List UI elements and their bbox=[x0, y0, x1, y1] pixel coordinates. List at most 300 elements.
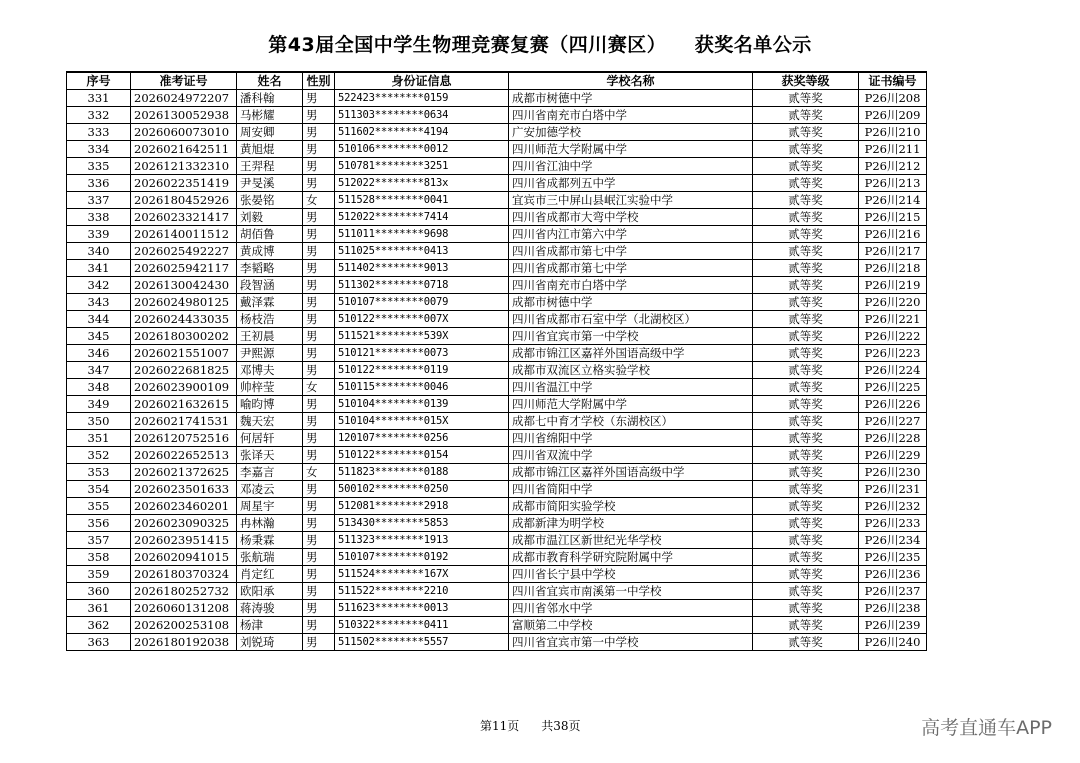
cell-name: 王羿程 bbox=[237, 158, 303, 175]
cell-id-card: 510781********3251 bbox=[335, 158, 509, 175]
watermark: 高考直通车APP bbox=[921, 717, 1052, 739]
cell-id-card: 500102********0250 bbox=[335, 481, 509, 498]
cell-id-card: 510107********0192 bbox=[335, 549, 509, 566]
cell-certificate: P26川216 bbox=[859, 226, 927, 243]
cell-school: 四川省南充市白塔中学 bbox=[509, 107, 753, 124]
cell-school: 四川省成都市第七中学 bbox=[509, 260, 753, 277]
cell-name: 刘毅 bbox=[237, 209, 303, 226]
table-row bbox=[67, 158, 927, 175]
cell-exam-id: 2026200253108 bbox=[131, 617, 237, 634]
cell-name: 杨津 bbox=[237, 617, 303, 634]
cell-school: 四川省成都市石室中学（北湖校区） bbox=[509, 311, 753, 328]
cell-name: 马彬耀 bbox=[237, 107, 303, 124]
table-row bbox=[67, 124, 927, 141]
cell-award: 贰等奖 bbox=[753, 430, 859, 447]
cell-gender: 男 bbox=[303, 566, 335, 583]
cell-name: 何居轩 bbox=[237, 430, 303, 447]
page-footer bbox=[480, 717, 603, 734]
cell-award: 贰等奖 bbox=[753, 515, 859, 532]
cell-index: 358 bbox=[67, 549, 131, 566]
cell-certificate: P26川231 bbox=[859, 481, 927, 498]
cell-index: 357 bbox=[67, 532, 131, 549]
cell-index: 362 bbox=[67, 617, 131, 634]
cell-award: 贰等奖 bbox=[753, 90, 859, 107]
cell-award: 贰等奖 bbox=[753, 124, 859, 141]
cell-exam-id: 2026024972207 bbox=[131, 90, 237, 107]
col-header-id-card: 身份证信息 bbox=[335, 72, 509, 90]
table-row bbox=[67, 413, 927, 430]
cell-school: 成都市锦江区嘉祥外国语高级中学 bbox=[509, 345, 753, 362]
cell-school: 四川省宜宾市第一中学校 bbox=[509, 328, 753, 345]
cell-award: 贰等奖 bbox=[753, 583, 859, 600]
cell-name: 张译天 bbox=[237, 447, 303, 464]
cell-exam-id: 2026021372625 bbox=[131, 464, 237, 481]
cell-school: 四川师范大学附属中学 bbox=[509, 396, 753, 413]
cell-certificate: P26川220 bbox=[859, 294, 927, 311]
cell-certificate: P26川221 bbox=[859, 311, 927, 328]
cell-index: 352 bbox=[67, 447, 131, 464]
cell-name: 邓凌云 bbox=[237, 481, 303, 498]
cell-certificate: P26川227 bbox=[859, 413, 927, 430]
cell-exam-id: 2026024980125 bbox=[131, 294, 237, 311]
cell-school: 四川省南充市白塔中学 bbox=[509, 277, 753, 294]
cell-school: 四川省宜宾市南溪第一中学校 bbox=[509, 583, 753, 600]
table-row bbox=[67, 243, 927, 260]
cell-gender: 男 bbox=[303, 498, 335, 515]
cell-id-card: 510322********0411 bbox=[335, 617, 509, 634]
cell-award: 贰等奖 bbox=[753, 413, 859, 430]
cell-gender: 女 bbox=[303, 379, 335, 396]
cell-school: 成都市教育科学研究院附属中学 bbox=[509, 549, 753, 566]
cell-gender: 男 bbox=[303, 260, 335, 277]
table-row bbox=[67, 634, 927, 651]
table-row bbox=[67, 311, 927, 328]
cell-exam-id: 2026180452926 bbox=[131, 192, 237, 209]
cell-name: 张航瑞 bbox=[237, 549, 303, 566]
cell-name: 张晏铭 bbox=[237, 192, 303, 209]
cell-name: 黄成博 bbox=[237, 243, 303, 260]
table-row bbox=[67, 192, 927, 209]
cell-certificate: P26川223 bbox=[859, 345, 927, 362]
cell-school: 四川省成都列五中学 bbox=[509, 175, 753, 192]
cell-id-card: 511303********0634 bbox=[335, 107, 509, 124]
cell-index: 339 bbox=[67, 226, 131, 243]
cell-school: 四川省成都市大弯中学校 bbox=[509, 209, 753, 226]
cell-gender: 男 bbox=[303, 345, 335, 362]
table-row bbox=[67, 481, 927, 498]
cell-exam-id: 2026022652513 bbox=[131, 447, 237, 464]
cell-exam-id: 2026060131208 bbox=[131, 600, 237, 617]
cell-index: 340 bbox=[67, 243, 131, 260]
cell-exam-id: 2026180300202 bbox=[131, 328, 237, 345]
cell-school: 成都市树德中学 bbox=[509, 90, 753, 107]
cell-award: 贰等奖 bbox=[753, 158, 859, 175]
cell-exam-id: 2026021551007 bbox=[131, 345, 237, 362]
table-row bbox=[67, 90, 927, 107]
cell-exam-id: 2026023460201 bbox=[131, 498, 237, 515]
cell-gender: 男 bbox=[303, 413, 335, 430]
cell-exam-id: 2026021632615 bbox=[131, 396, 237, 413]
cell-gender: 男 bbox=[303, 311, 335, 328]
award-table bbox=[66, 71, 927, 651]
cell-name: 黄旭焜 bbox=[237, 141, 303, 158]
table-row bbox=[67, 396, 927, 413]
cell-award: 贰等奖 bbox=[753, 243, 859, 260]
cell-gender: 男 bbox=[303, 549, 335, 566]
cell-id-card: 511025********0413 bbox=[335, 243, 509, 260]
cell-award: 贰等奖 bbox=[753, 362, 859, 379]
table-row bbox=[67, 515, 927, 532]
cell-gender: 男 bbox=[303, 515, 335, 532]
cell-exam-id: 2026022681825 bbox=[131, 362, 237, 379]
cell-id-card: 510104********015X bbox=[335, 413, 509, 430]
cell-name: 冉林瀚 bbox=[237, 515, 303, 532]
cell-award: 贰等奖 bbox=[753, 277, 859, 294]
cell-index: 348 bbox=[67, 379, 131, 396]
cell-gender: 男 bbox=[303, 600, 335, 617]
cell-certificate: P26川219 bbox=[859, 277, 927, 294]
cell-award: 贰等奖 bbox=[753, 532, 859, 549]
table-row bbox=[67, 549, 927, 566]
cell-gender: 女 bbox=[303, 464, 335, 481]
cell-id-card: 510121********0073 bbox=[335, 345, 509, 362]
table-row bbox=[67, 209, 927, 226]
cell-id-card: 510122********007X bbox=[335, 311, 509, 328]
cell-exam-id: 2026023090325 bbox=[131, 515, 237, 532]
cell-certificate: P26川224 bbox=[859, 362, 927, 379]
cell-id-card: 511502********5557 bbox=[335, 634, 509, 651]
cell-exam-id: 2026021642511 bbox=[131, 141, 237, 158]
cell-index: 349 bbox=[67, 396, 131, 413]
cell-gender: 男 bbox=[303, 90, 335, 107]
cell-gender: 男 bbox=[303, 277, 335, 294]
cell-award: 贰等奖 bbox=[753, 192, 859, 209]
cell-school: 成都市锦江区嘉祥外国语高级中学 bbox=[509, 464, 753, 481]
cell-index: 338 bbox=[67, 209, 131, 226]
cell-name: 李韬略 bbox=[237, 260, 303, 277]
cell-award: 贰等奖 bbox=[753, 345, 859, 362]
cell-certificate: P26川225 bbox=[859, 379, 927, 396]
cell-index: 333 bbox=[67, 124, 131, 141]
cell-award: 贰等奖 bbox=[753, 481, 859, 498]
cell-school: 成都市双流区立格实验学校 bbox=[509, 362, 753, 379]
cell-school: 四川省双流中学 bbox=[509, 447, 753, 464]
cell-name: 段智涵 bbox=[237, 277, 303, 294]
cell-id-card: 511524********167X bbox=[335, 566, 509, 583]
cell-exam-id: 2026022351419 bbox=[131, 175, 237, 192]
cell-id-card: 513430********5853 bbox=[335, 515, 509, 532]
cell-award: 贰等奖 bbox=[753, 566, 859, 583]
cell-certificate: P26川228 bbox=[859, 430, 927, 447]
table-row bbox=[67, 566, 927, 583]
cell-index: 344 bbox=[67, 311, 131, 328]
cell-gender: 男 bbox=[303, 141, 335, 158]
cell-index: 355 bbox=[67, 498, 131, 515]
cell-id-card: 511522********2210 bbox=[335, 583, 509, 600]
cell-exam-id: 2026130042430 bbox=[131, 277, 237, 294]
cell-school: 成都市温江区新世纪光华学校 bbox=[509, 532, 753, 549]
col-header-index: 序号 bbox=[67, 72, 131, 90]
table-row bbox=[67, 107, 927, 124]
cell-certificate: P26川235 bbox=[859, 549, 927, 566]
cell-certificate: P26川214 bbox=[859, 192, 927, 209]
table-row bbox=[67, 141, 927, 158]
cell-certificate: P26川239 bbox=[859, 617, 927, 634]
table-row bbox=[67, 583, 927, 600]
cell-exam-id: 2026023321417 bbox=[131, 209, 237, 226]
col-header-award: 获奖等级 bbox=[753, 72, 859, 90]
cell-certificate: P26川217 bbox=[859, 243, 927, 260]
cell-id-card: 511402********9013 bbox=[335, 260, 509, 277]
cell-certificate: P26川229 bbox=[859, 447, 927, 464]
cell-school: 四川师范大学附属中学 bbox=[509, 141, 753, 158]
page-number: 第11页 bbox=[480, 719, 520, 733]
cell-award: 贰等奖 bbox=[753, 634, 859, 651]
cell-gender: 男 bbox=[303, 532, 335, 549]
cell-id-card: 510115********0046 bbox=[335, 379, 509, 396]
cell-index: 350 bbox=[67, 413, 131, 430]
cell-exam-id: 2026025492227 bbox=[131, 243, 237, 260]
cell-award: 贰等奖 bbox=[753, 447, 859, 464]
table-row bbox=[67, 175, 927, 192]
cell-name: 刘锐琦 bbox=[237, 634, 303, 651]
cell-index: 351 bbox=[67, 430, 131, 447]
cell-award: 贰等奖 bbox=[753, 107, 859, 124]
cell-school: 成都市树德中学 bbox=[509, 294, 753, 311]
cell-school: 四川省江油中学 bbox=[509, 158, 753, 175]
cell-certificate: P26川232 bbox=[859, 498, 927, 515]
cell-name: 邓博夫 bbox=[237, 362, 303, 379]
cell-name: 肖定红 bbox=[237, 566, 303, 583]
cell-gender: 女 bbox=[303, 192, 335, 209]
header-row bbox=[67, 72, 927, 90]
table-row bbox=[67, 345, 927, 362]
cell-index: 346 bbox=[67, 345, 131, 362]
cell-id-card: 120107********0256 bbox=[335, 430, 509, 447]
cell-exam-id: 2026060073010 bbox=[131, 124, 237, 141]
cell-id-card: 512081********2918 bbox=[335, 498, 509, 515]
cell-school: 富顺第二中学校 bbox=[509, 617, 753, 634]
table-row bbox=[67, 260, 927, 277]
table-row bbox=[67, 294, 927, 311]
cell-award: 贰等奖 bbox=[753, 141, 859, 158]
cell-name: 周星宇 bbox=[237, 498, 303, 515]
cell-exam-id: 2026130052938 bbox=[131, 107, 237, 124]
cell-id-card: 511302********0718 bbox=[335, 277, 509, 294]
cell-school: 广安加德学校 bbox=[509, 124, 753, 141]
cell-index: 334 bbox=[67, 141, 131, 158]
cell-exam-id: 2026021741531 bbox=[131, 413, 237, 430]
table-row bbox=[67, 532, 927, 549]
cell-school: 成都新津为明学校 bbox=[509, 515, 753, 532]
cell-certificate: P26川222 bbox=[859, 328, 927, 345]
cell-name: 潘科翰 bbox=[237, 90, 303, 107]
cell-gender: 男 bbox=[303, 328, 335, 345]
cell-certificate: P26川240 bbox=[859, 634, 927, 651]
cell-index: 331 bbox=[67, 90, 131, 107]
cell-index: 332 bbox=[67, 107, 131, 124]
cell-certificate: P26川215 bbox=[859, 209, 927, 226]
cell-certificate: P26川209 bbox=[859, 107, 927, 124]
table-row bbox=[67, 328, 927, 345]
cell-exam-id: 2026025942117 bbox=[131, 260, 237, 277]
cell-index: 343 bbox=[67, 294, 131, 311]
col-header-name: 姓名 bbox=[237, 72, 303, 90]
cell-id-card: 510106********0012 bbox=[335, 141, 509, 158]
cell-award: 贰等奖 bbox=[753, 328, 859, 345]
cell-certificate: P26川211 bbox=[859, 141, 927, 158]
cell-award: 贰等奖 bbox=[753, 464, 859, 481]
table-row bbox=[67, 464, 927, 481]
cell-school: 四川省邻水中学 bbox=[509, 600, 753, 617]
col-header-gender: 性别 bbox=[303, 72, 335, 90]
cell-certificate: P26川233 bbox=[859, 515, 927, 532]
cell-index: 336 bbox=[67, 175, 131, 192]
cell-exam-id: 2026121332310 bbox=[131, 158, 237, 175]
page-title: 第43届全国中学生物理竞赛复赛（四川赛区） 获奖名单公示 bbox=[268, 34, 812, 56]
cell-index: 356 bbox=[67, 515, 131, 532]
cell-exam-id: 2026180370324 bbox=[131, 566, 237, 583]
cell-exam-id: 2026180192038 bbox=[131, 634, 237, 651]
cell-award: 贰等奖 bbox=[753, 379, 859, 396]
table-row bbox=[67, 362, 927, 379]
cell-exam-id: 2026024433035 bbox=[131, 311, 237, 328]
cell-id-card: 511323********1913 bbox=[335, 532, 509, 549]
cell-award: 贰等奖 bbox=[753, 260, 859, 277]
cell-certificate: P26川238 bbox=[859, 600, 927, 617]
cell-exam-id: 2026023900109 bbox=[131, 379, 237, 396]
cell-award: 贰等奖 bbox=[753, 311, 859, 328]
cell-gender: 男 bbox=[303, 362, 335, 379]
cell-id-card: 510104********0139 bbox=[335, 396, 509, 413]
cell-school: 四川省成都市第七中学 bbox=[509, 243, 753, 260]
cell-gender: 男 bbox=[303, 209, 335, 226]
col-header-school: 学校名称 bbox=[509, 72, 753, 90]
cell-gender: 男 bbox=[303, 583, 335, 600]
cell-certificate: P26川212 bbox=[859, 158, 927, 175]
cell-index: 353 bbox=[67, 464, 131, 481]
cell-award: 贰等奖 bbox=[753, 175, 859, 192]
cell-gender: 男 bbox=[303, 447, 335, 464]
cell-certificate: P26川237 bbox=[859, 583, 927, 600]
cell-exam-id: 2026023951415 bbox=[131, 532, 237, 549]
cell-award: 贰等奖 bbox=[753, 209, 859, 226]
cell-school: 宜宾市三中屏山县岷江实验中学 bbox=[509, 192, 753, 209]
cell-award: 贰等奖 bbox=[753, 226, 859, 243]
cell-certificate: P26川230 bbox=[859, 464, 927, 481]
cell-gender: 男 bbox=[303, 396, 335, 413]
cell-school: 成都七中育才学校（东湖校区） bbox=[509, 413, 753, 430]
table-row bbox=[67, 447, 927, 464]
cell-name: 帅梓莹 bbox=[237, 379, 303, 396]
cell-id-card: 512022********813x bbox=[335, 175, 509, 192]
cell-school: 成都市简阳实验学校 bbox=[509, 498, 753, 515]
cell-award: 贰等奖 bbox=[753, 600, 859, 617]
cell-school: 四川省温江中学 bbox=[509, 379, 753, 396]
cell-certificate: P26川208 bbox=[859, 90, 927, 107]
cell-index: 363 bbox=[67, 634, 131, 651]
cell-school: 四川省长宁县中学校 bbox=[509, 566, 753, 583]
cell-gender: 男 bbox=[303, 294, 335, 311]
cell-id-card: 512022********7414 bbox=[335, 209, 509, 226]
cell-gender: 男 bbox=[303, 158, 335, 175]
cell-id-card: 511602********4194 bbox=[335, 124, 509, 141]
cell-name: 尹旻溪 bbox=[237, 175, 303, 192]
cell-index: 342 bbox=[67, 277, 131, 294]
cell-name: 周安卿 bbox=[237, 124, 303, 141]
table-row bbox=[67, 277, 927, 294]
table-row bbox=[67, 226, 927, 243]
cell-id-card: 511528********0041 bbox=[335, 192, 509, 209]
cell-name: 戴泽霖 bbox=[237, 294, 303, 311]
cell-index: 361 bbox=[67, 600, 131, 617]
table-row bbox=[67, 498, 927, 515]
cell-id-card: 510122********0154 bbox=[335, 447, 509, 464]
cell-name: 王初晨 bbox=[237, 328, 303, 345]
cell-index: 347 bbox=[67, 362, 131, 379]
cell-gender: 男 bbox=[303, 430, 335, 447]
cell-gender: 男 bbox=[303, 481, 335, 498]
cell-index: 359 bbox=[67, 566, 131, 583]
cell-name: 杨秉霖 bbox=[237, 532, 303, 549]
cell-award: 贰等奖 bbox=[753, 294, 859, 311]
cell-award: 贰等奖 bbox=[753, 617, 859, 634]
cell-certificate: P26川226 bbox=[859, 396, 927, 413]
cell-name: 喻昀博 bbox=[237, 396, 303, 413]
table-row bbox=[67, 600, 927, 617]
col-header-certificate: 证书编号 bbox=[859, 72, 927, 90]
cell-certificate: P26川236 bbox=[859, 566, 927, 583]
cell-name: 李嘉言 bbox=[237, 464, 303, 481]
cell-name: 欧阳承 bbox=[237, 583, 303, 600]
cell-id-card: 510107********0079 bbox=[335, 294, 509, 311]
cell-index: 337 bbox=[67, 192, 131, 209]
cell-name: 胡佰鲁 bbox=[237, 226, 303, 243]
cell-index: 341 bbox=[67, 260, 131, 277]
cell-name: 杨枝浩 bbox=[237, 311, 303, 328]
cell-exam-id: 2026020941015 bbox=[131, 549, 237, 566]
cell-award: 贰等奖 bbox=[753, 498, 859, 515]
cell-id-card: 511823********0188 bbox=[335, 464, 509, 481]
cell-exam-id: 2026140011512 bbox=[131, 226, 237, 243]
col-header-exam-id: 准考证号 bbox=[131, 72, 237, 90]
cell-school: 四川省内江市第六中学 bbox=[509, 226, 753, 243]
table-row bbox=[67, 379, 927, 396]
cell-name: 魏天宏 bbox=[237, 413, 303, 430]
cell-id-card: 511521********539X bbox=[335, 328, 509, 345]
cell-gender: 男 bbox=[303, 243, 335, 260]
cell-name: 尹熙源 bbox=[237, 345, 303, 362]
table-row bbox=[67, 617, 927, 634]
cell-gender: 男 bbox=[303, 226, 335, 243]
cell-award: 贰等奖 bbox=[753, 396, 859, 413]
cell-name: 蒋涛骏 bbox=[237, 600, 303, 617]
cell-gender: 男 bbox=[303, 124, 335, 141]
cell-index: 345 bbox=[67, 328, 131, 345]
cell-school: 四川省绵阳中学 bbox=[509, 430, 753, 447]
cell-gender: 男 bbox=[303, 617, 335, 634]
cell-gender: 男 bbox=[303, 634, 335, 651]
cell-award: 贰等奖 bbox=[753, 549, 859, 566]
cell-index: 354 bbox=[67, 481, 131, 498]
cell-certificate: P26川210 bbox=[859, 124, 927, 141]
cell-exam-id: 2026180252732 bbox=[131, 583, 237, 600]
cell-gender: 男 bbox=[303, 175, 335, 192]
cell-school: 四川省宜宾市第一中学校 bbox=[509, 634, 753, 651]
cell-certificate: P26川218 bbox=[859, 260, 927, 277]
cell-id-card: 511011********9698 bbox=[335, 226, 509, 243]
cell-certificate: P26川234 bbox=[859, 532, 927, 549]
